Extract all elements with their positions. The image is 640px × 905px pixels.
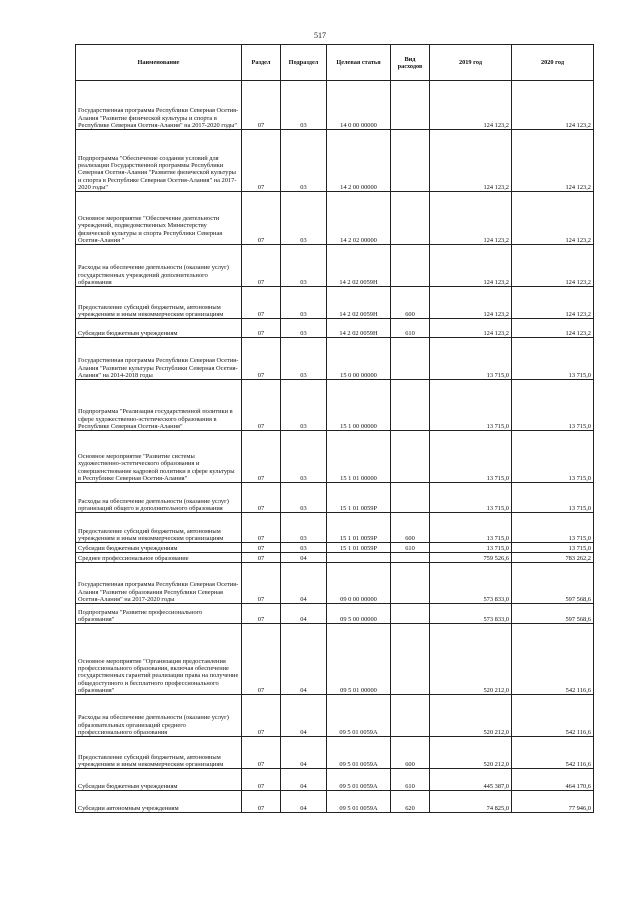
row-podrazdel: 03 — [281, 338, 327, 380]
table-row — [76, 563, 594, 604]
budget-table — [75, 44, 594, 813]
row-2020: 542 116,6 — [512, 737, 594, 769]
table-row — [76, 431, 594, 483]
row-article: 09 5 01 0059А — [327, 737, 391, 769]
row-razdel: 07 — [242, 483, 281, 513]
row-razdel: 07 — [242, 338, 281, 380]
table-row — [76, 513, 594, 543]
row-2020: 13 715,0 — [512, 431, 594, 483]
row-vid — [391, 380, 430, 431]
row-2019: 13 715,0 — [430, 431, 512, 483]
row-razdel: 07 — [242, 319, 281, 338]
row-name: Предоставление субсидий бюджетным, автономным учреждениям и иным некоммерческим организациям — [76, 287, 242, 319]
row-2020: 124 123,2 — [512, 287, 594, 319]
table-row — [76, 130, 594, 192]
table-row — [76, 791, 594, 813]
row-podrazdel: 04 — [281, 791, 327, 813]
row-article: 15 0 00 00000 — [327, 338, 391, 380]
row-2020: 783 262,2 — [512, 553, 594, 563]
row-razdel: 07 — [242, 245, 281, 287]
row-2019: 520 212,0 — [430, 737, 512, 769]
row-2020: 464 170,6 — [512, 769, 594, 791]
table-row — [76, 483, 594, 513]
row-razdel: 07 — [242, 431, 281, 483]
row-razdel: 07 — [242, 192, 281, 245]
row-name: Субсидии бюджетным учреждениям — [76, 769, 242, 791]
row-razdel: 07 — [242, 604, 281, 624]
header-article: Целевая статья — [327, 45, 391, 81]
row-2019: 124 123,2 — [430, 245, 512, 287]
row-name: Основное мероприятие "Развитие системы художественно-эстетического образования и совершенствование кадровой политики в сфере культуры в Республике Северная Осетия-Алания" — [76, 431, 242, 483]
row-2020: 124 123,2 — [512, 81, 594, 130]
row-name: Государственная программа Республики Северная Осетия-Алания "Развитие образования Республики Северная Осетия-Алания" на 2017-2020 годы — [76, 563, 242, 604]
row-vid — [391, 338, 430, 380]
row-2019: 74 825,0 — [430, 791, 512, 813]
row-name: Основное мероприятие "Обеспечение деятельности учреждений, подведомственных Министерству физической культуры и спорта Республики Северная Осетия-Алания " — [76, 192, 242, 245]
row-podrazdel: 03 — [281, 543, 327, 553]
row-2019: 573 833,0 — [430, 563, 512, 604]
row-article: 15 1 01 00000 — [327, 431, 391, 483]
row-vid — [391, 192, 430, 245]
row-razdel: 07 — [242, 737, 281, 769]
row-article: 15 1 01 0059Р — [327, 483, 391, 513]
row-2020: 124 123,2 — [512, 192, 594, 245]
row-article: 15 1 01 0059Р — [327, 543, 391, 553]
row-razdel: 07 — [242, 543, 281, 553]
row-razdel: 07 — [242, 769, 281, 791]
row-name: Расходы на обеспечение деятельности (оказание услуг) образовательных организаций среднего профессионального образования — [76, 695, 242, 737]
row-podrazdel: 04 — [281, 553, 327, 563]
row-podrazdel: 04 — [281, 769, 327, 791]
row-name: Государственная программа Республики Северная Осетия-Алания "Развитие физической культуры и спорта в Республике Северная Осетия-Алания" на 2017-2020 годы" — [76, 81, 242, 130]
row-name: Подпрограмма "Реализация государственной политики в сфере художественно-эстетического образования в Республике Северная Осетия-Алания" — [76, 380, 242, 431]
table-row — [76, 380, 594, 431]
header-name: Наименование — [76, 45, 242, 81]
row-vid: 600 — [391, 737, 430, 769]
row-vid: 600 — [391, 287, 430, 319]
row-podrazdel: 03 — [281, 483, 327, 513]
table-row — [76, 604, 594, 624]
row-vid: 610 — [391, 769, 430, 791]
row-2020: 13 715,0 — [512, 543, 594, 553]
row-2020: 597 568,6 — [512, 604, 594, 624]
row-article: 14 2 00 00000 — [327, 130, 391, 192]
row-2020: 13 715,0 — [512, 513, 594, 543]
page-number: 517 — [314, 31, 326, 40]
row-2019: 520 212,0 — [430, 695, 512, 737]
row-razdel: 07 — [242, 380, 281, 431]
row-vid — [391, 130, 430, 192]
row-vid — [391, 245, 430, 287]
row-vid — [391, 624, 430, 695]
row-2019: 124 123,2 — [430, 81, 512, 130]
table-row — [76, 287, 594, 319]
row-name: Подпрограмма "Развитие профессионального образования" — [76, 604, 242, 624]
row-name: Подпрограмма "Обеспечение создания условий для реализации Государственной программы Республики Северная Осетия-Алания "Развитие физической культуры и спорта в Республике Северная Осетия-Алания" на 2017-2020 годы" — [76, 130, 242, 192]
row-vid — [391, 563, 430, 604]
row-name: Субсидии автономным учреждениям — [76, 791, 242, 813]
row-article: 15 1 00 00000 — [327, 380, 391, 431]
row-razdel: 07 — [242, 563, 281, 604]
row-2019: 13 715,0 — [430, 338, 512, 380]
row-podrazdel: 03 — [281, 81, 327, 130]
row-vid: 620 — [391, 791, 430, 813]
row-name: Основное мероприятие "Организация предоставления профессионального образования, включая обеспечение государственных гарантий реализации права на получение общедоступного и бесплатного профессионального образования" — [76, 624, 242, 695]
row-article: 09 5 01 0059А — [327, 769, 391, 791]
header-2020: 2020 год — [512, 45, 594, 81]
row-podrazdel: 03 — [281, 319, 327, 338]
row-2019: 13 715,0 — [430, 483, 512, 513]
row-name: Государственная программа Республики Северная Осетия-Алания "Развитие культуры Республики Северная Осетия-Алания" на 2014-2018 годы — [76, 338, 242, 380]
row-article: 14 2 02 0059Н — [327, 245, 391, 287]
row-podrazdel: 03 — [281, 513, 327, 543]
row-vid — [391, 695, 430, 737]
row-podrazdel: 03 — [281, 245, 327, 287]
row-2020: 13 715,0 — [512, 380, 594, 431]
row-razdel: 07 — [242, 81, 281, 130]
row-2019: 13 715,0 — [430, 543, 512, 553]
table-row — [76, 695, 594, 737]
row-2019: 445 387,0 — [430, 769, 512, 791]
row-article: 15 1 01 0059Р — [327, 513, 391, 543]
row-2019: 759 526,6 — [430, 553, 512, 563]
row-2020: 542 116,6 — [512, 624, 594, 695]
row-article: 14 0 00 00000 — [327, 81, 391, 130]
row-article: 09 0 00 00000 — [327, 563, 391, 604]
table-row — [76, 769, 594, 791]
row-article: 09 5 00 00000 — [327, 604, 391, 624]
row-2020: 124 123,2 — [512, 319, 594, 338]
row-2020: 77 946,0 — [512, 791, 594, 813]
row-2019: 124 123,2 — [430, 287, 512, 319]
row-2019: 13 715,0 — [430, 513, 512, 543]
header-2019: 2019 год — [430, 45, 512, 81]
row-2020: 597 568,6 — [512, 563, 594, 604]
table-row — [76, 245, 594, 287]
row-podrazdel: 03 — [281, 192, 327, 245]
row-name: Среднее профессиональное образование — [76, 553, 242, 563]
row-name: Расходы на обеспечение деятельности (оказание услуг) организаций общего и дополнительного образования — [76, 483, 242, 513]
row-name: Предоставление субсидий бюджетным, автономным учреждениям и иным некоммерческим организациям — [76, 737, 242, 769]
table-row — [76, 543, 594, 553]
row-2020: 542 116,6 — [512, 695, 594, 737]
row-2020: 124 123,2 — [512, 130, 594, 192]
header-razdel: Раздел — [242, 45, 281, 81]
row-razdel: 07 — [242, 624, 281, 695]
row-podrazdel: 04 — [281, 624, 327, 695]
header-podrazdel: Подраздел — [281, 45, 327, 81]
table-row — [76, 624, 594, 695]
row-podrazdel: 03 — [281, 287, 327, 319]
row-vid — [391, 81, 430, 130]
row-2019: 124 123,2 — [430, 192, 512, 245]
row-article: 14 2 02 00000 — [327, 192, 391, 245]
row-2020: 124 123,2 — [512, 245, 594, 287]
row-article: 14 2 02 0059Н — [327, 287, 391, 319]
table-header-row — [76, 45, 594, 81]
row-vid — [391, 604, 430, 624]
row-article: 09 5 01 00000 — [327, 624, 391, 695]
row-2020: 13 715,0 — [512, 483, 594, 513]
row-vid: 610 — [391, 319, 430, 338]
table-row — [76, 338, 594, 380]
row-razdel: 07 — [242, 130, 281, 192]
row-name: Предоставление субсидий бюджетным, автономным учреждениям и иным некоммерческим организациям — [76, 513, 242, 543]
row-name: Субсидии бюджетным учреждениям — [76, 543, 242, 553]
row-name: Расходы на обеспечение деятельности (оказание услуг) государственных учреждений дополнительного образования — [76, 245, 242, 287]
row-2019: 124 123,2 — [430, 319, 512, 338]
row-name: Субсидии бюджетным учреждениям — [76, 319, 242, 338]
table-row — [76, 319, 594, 338]
row-razdel: 07 — [242, 791, 281, 813]
row-article: 09 5 01 0059А — [327, 791, 391, 813]
row-razdel: 07 — [242, 553, 281, 563]
row-vid — [391, 483, 430, 513]
row-podrazdel: 04 — [281, 737, 327, 769]
table-row — [76, 192, 594, 245]
row-podrazdel: 03 — [281, 380, 327, 431]
row-vid: 610 — [391, 543, 430, 553]
header-vid: Вид расходов — [391, 45, 430, 81]
row-2020: 13 715,0 — [512, 338, 594, 380]
row-article: 14 2 02 0059Н — [327, 319, 391, 338]
table-row — [76, 737, 594, 769]
row-podrazdel: 03 — [281, 431, 327, 483]
row-podrazdel: 04 — [281, 695, 327, 737]
row-podrazdel: 04 — [281, 604, 327, 624]
row-razdel: 07 — [242, 513, 281, 543]
row-article — [327, 553, 391, 563]
table-row — [76, 553, 594, 563]
table-row — [76, 81, 594, 130]
row-razdel: 07 — [242, 287, 281, 319]
row-razdel: 07 — [242, 695, 281, 737]
row-vid — [391, 431, 430, 483]
row-2019: 520 212,0 — [430, 624, 512, 695]
row-vid — [391, 553, 430, 563]
row-2019: 13 715,0 — [430, 380, 512, 431]
row-podrazdel: 03 — [281, 130, 327, 192]
row-vid: 600 — [391, 513, 430, 543]
row-2019: 573 833,0 — [430, 604, 512, 624]
row-article: 09 5 01 0059А — [327, 695, 391, 737]
row-2019: 124 123,2 — [430, 130, 512, 192]
row-podrazdel: 04 — [281, 563, 327, 604]
